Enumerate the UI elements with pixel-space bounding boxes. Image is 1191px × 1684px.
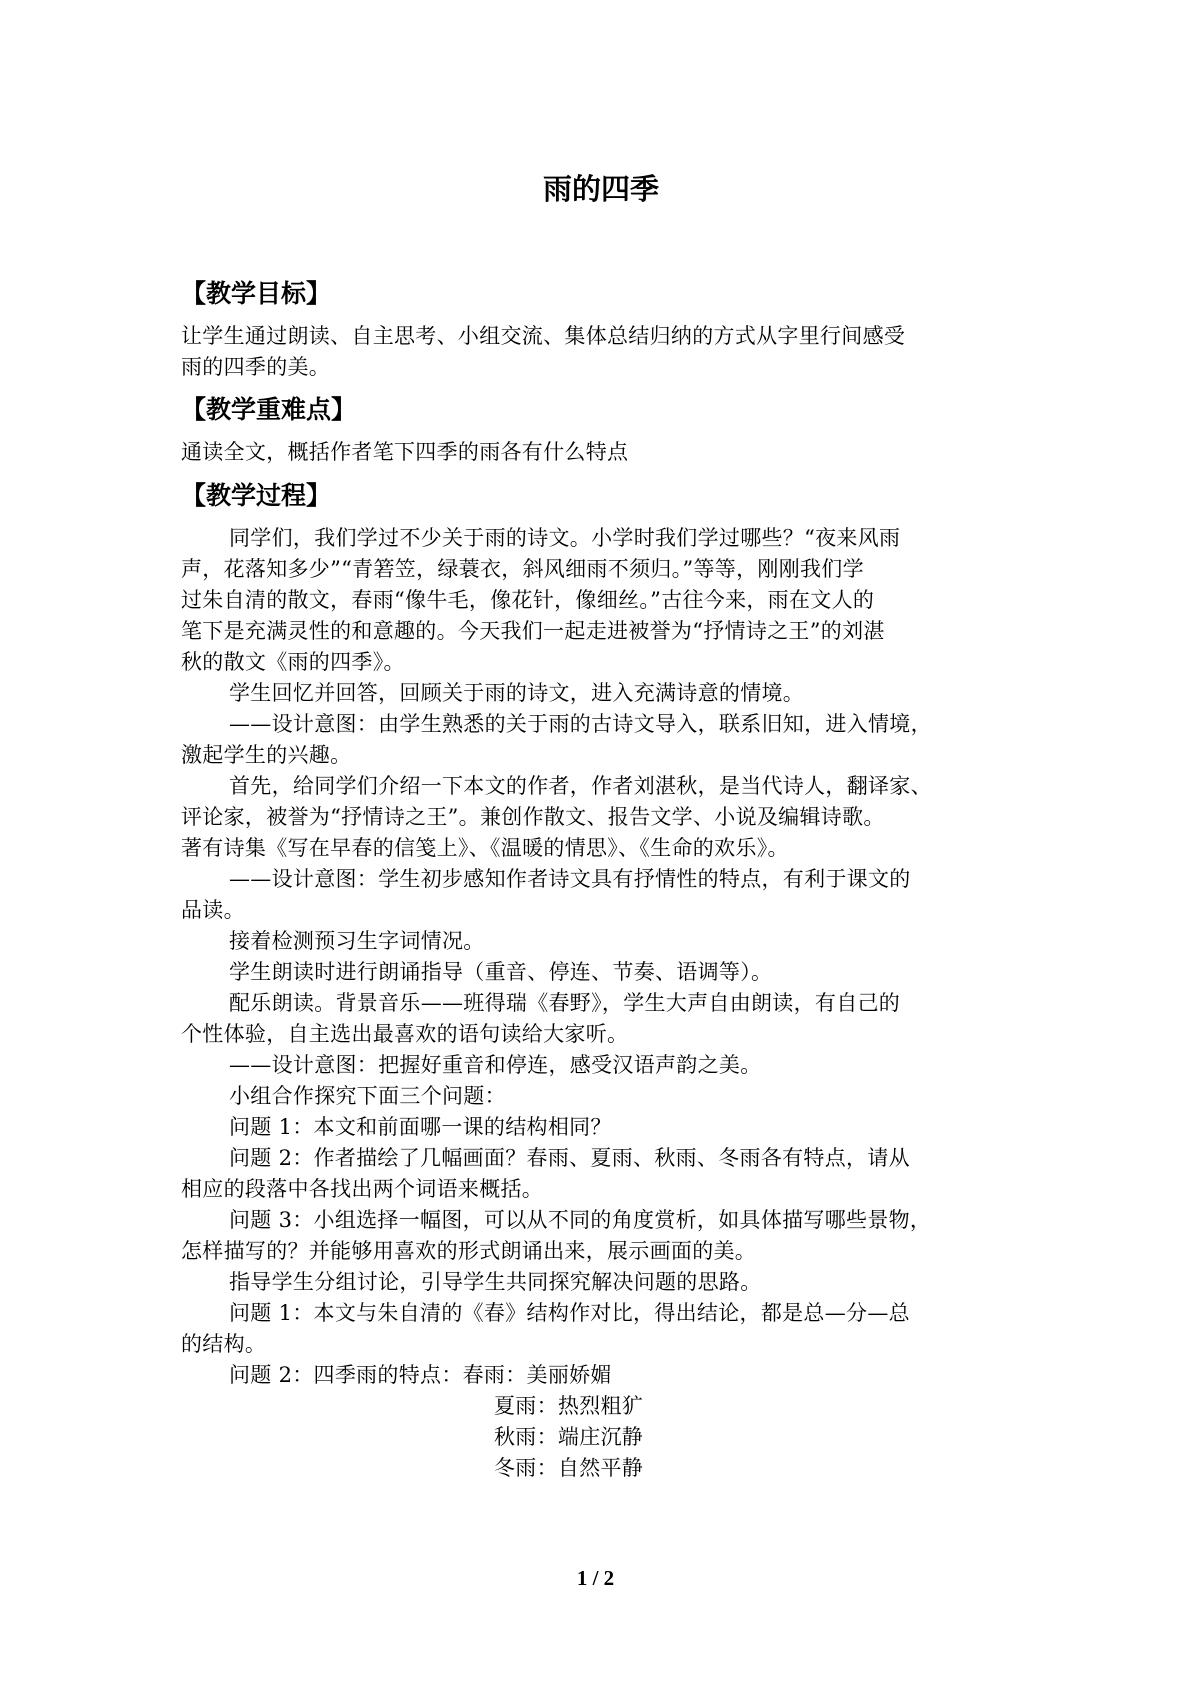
paragraph-line: 声，花落知多少”“青箬笠，绿蓑衣，斜风细雨不须归。”等等，刚刚我们学 xyxy=(181,557,864,581)
paragraph-line: 学生回忆并回答，回顾关于雨的诗文，进入充满诗意的情境。 xyxy=(229,681,805,705)
paragraph-line: 评论家，被誉为“抒情诗之王”。兼创作散文、报告文学、小说及编辑诗歌。 xyxy=(181,805,885,829)
paragraph-line: 配乐朗读。背景音乐——班得瑞《春野》，学生大声自由朗读，有自己的 xyxy=(229,991,901,1015)
season-feature-winter: 冬雨：自然平静 xyxy=(494,1456,644,1480)
paragraph-line: 的结构。 xyxy=(181,1332,267,1356)
paragraph-line: ——设计意图：由学生熟悉的关于雨的古诗文导入，联系旧知，进入情境， xyxy=(229,712,932,736)
paragraph-line: 著有诗集《写在早春的信笺上》、《温暖的情思》、《生命的欢乐》。 xyxy=(181,836,789,860)
paragraph-line: 问题 2：四季雨的特点：春雨：美丽娇媚 xyxy=(229,1363,612,1387)
paragraph-line: 问题 1：本文和前面哪一课的结构相同？ xyxy=(229,1115,612,1139)
paragraph-line: 秋的散文《雨的四季》。 xyxy=(181,650,405,674)
paragraph-line: 首先，给同学们介绍一下本文的作者，作者刘湛秋，是当代诗人，翻译家、 xyxy=(229,774,932,798)
paragraph-line: 品读。 xyxy=(181,898,245,922)
paragraph-line: 个性体验，自主选出最喜欢的语句读给大家听。 xyxy=(181,1022,629,1046)
paragraph-line: 问题 3：小组选择一幅图，可以从不同的角度赏析，如具体描写哪些景物， xyxy=(229,1208,932,1232)
paragraph-line: 笔下是充满灵性的和意趣的。今天我们一起走进被誉为“抒情诗之王”的刘湛 xyxy=(181,619,885,643)
paragraph-line: 问题 2：作者描绘了几幅画面？春雨、夏雨、秋雨、冬雨各有特点，请从 xyxy=(229,1146,910,1170)
season-feature-autumn: 秋雨：端庄沉静 xyxy=(494,1425,644,1449)
section-heading-key-points: 【教学重难点】 xyxy=(181,395,357,424)
paragraph-line: ——设计意图：学生初步感知作者诗文具有抒情性的特点，有利于课文的 xyxy=(229,867,911,891)
page-number: 1 / 2 xyxy=(576,1566,615,1590)
paragraph-line: 怎样描写的？并能够用喜欢的形式朗诵出来，展示画面的美。 xyxy=(181,1239,757,1263)
paragraph-line: 过朱自清的散文，春雨“像牛毛，像花针，像细丝。”古往今来，雨在文人的 xyxy=(181,588,875,612)
paragraph-line: 学生朗读时进行朗诵指导（重音、停连、节奏、语调等）。 xyxy=(229,960,773,984)
paragraph-line: 相应的段落中各找出两个词语来概括。 xyxy=(181,1177,544,1201)
paragraph-line: 同学们，我们学过不少关于雨的诗文。小学时我们学过哪些？“夜来风雨 xyxy=(229,526,901,550)
paragraph-line: 雨的四季的美。 xyxy=(181,355,331,379)
paragraph-line: 激起学生的兴趣。 xyxy=(181,743,352,767)
paragraph-line: 接着检测预习生字词情况。 xyxy=(229,929,485,953)
section-heading-objectives: 【教学目标】 xyxy=(181,279,332,308)
document-title: 雨的四季 xyxy=(542,172,659,206)
paragraph-line: 让学生通过朗读、自主思考、小组交流、集体总结归纳的方式从字里行间感受 xyxy=(181,324,906,348)
paragraph-line: ——设计意图：把握好重音和停连，感受汉语声韵之美。 xyxy=(229,1053,762,1077)
paragraph-line: 通读全文，概括作者笔下四季的雨各有什么特点 xyxy=(181,440,629,464)
paragraph-line: 小组合作探究下面三个问题： xyxy=(229,1084,506,1108)
season-feature-summer: 夏雨：热烈粗犷 xyxy=(494,1394,644,1418)
paragraph-line: 指导学生分组讨论，引导学生共同探究解决问题的思路。 xyxy=(229,1270,762,1294)
section-heading-process: 【教学过程】 xyxy=(181,481,332,510)
paragraph-line: 问题 1：本文与朱自清的《春》结构作对比，得出结论，都是总—分—总 xyxy=(229,1301,910,1325)
